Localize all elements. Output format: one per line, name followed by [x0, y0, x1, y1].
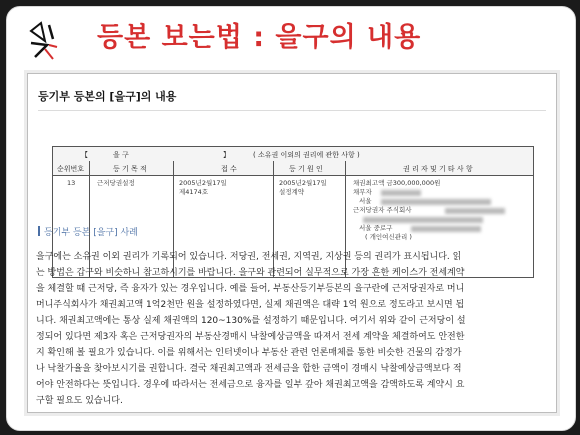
- body-line: 구할 필요도 있습니다.: [36, 396, 123, 406]
- row-rank: 13: [67, 179, 76, 187]
- body-line: 는 방법은 갑구와 비슷하니 참고하시기를 바랍니다. 을구와 관련되어 실무적으로 가장 흔한 케이스가 전세계약: [36, 268, 465, 278]
- record-column-headers: [53, 161, 533, 176]
- row-cause-date: 2005년2월17일: [279, 179, 327, 187]
- detail-mortgagee-address: 서울 중로구: [359, 224, 393, 232]
- body-line: 니다. 채권최고액에는 통상 실제 채권액의 120~130%를 설정하기 때문입니다. 여기서 위와 같이 근저당이 설: [36, 316, 466, 326]
- content-card: [27, 73, 557, 413]
- record-section-header: [53, 147, 533, 162]
- slide: [6, 6, 576, 431]
- header-bracket-right: 】: [223, 151, 230, 159]
- header-bracket-left: 【: [81, 151, 88, 159]
- col-details: 권 리 자 및 기 타 사 항: [403, 165, 473, 173]
- col-receipt: 접 수: [221, 165, 237, 173]
- body-line: 을구에는 소유권 이외 권리가 기록되어 있습니다. 저당권, 전세권, 지역권, 지상권 등의 권리가 표시됩니다. 읽: [36, 252, 462, 262]
- caption-marker: [38, 226, 40, 236]
- figure-caption: 등기부 등본 [을구] 사례: [44, 228, 138, 238]
- detail-debtor: 채무자: [353, 188, 372, 196]
- detail-department: ( 개인여신관리 ): [365, 233, 412, 241]
- row-cause-type: 설정계약: [279, 188, 305, 196]
- body-line: 머니주식회사가 채권최고액 1억2천만 원을 설정하였다면, 실제 채권액은 대략 1억 원으로 정도라고 보시면 됩: [36, 300, 465, 310]
- body-line: 을 체결할 때 근저당, 즉 융자가 있는 경우입니다. 예를 들어, 부동산등기부등본의 을구란에 근저당권자로 머니: [36, 284, 465, 294]
- detail-debtor-address: 서울: [359, 197, 372, 205]
- col-rank: 순위번호: [57, 165, 85, 173]
- row-purpose: 근저당권설정: [97, 179, 135, 187]
- body-line: 정되어 있다면 제3자 혹은 근저당권자의 부동산경매시 낙찰예상금액을 따져서 전세 계약을 체결하여도 안전한: [36, 332, 465, 342]
- header-section-label: 을 구: [113, 151, 129, 159]
- sparkle-decoration-icon: [23, 17, 69, 63]
- row-receipt-date: 2005년2월17일: [179, 179, 227, 187]
- slide-title: 등본 보는법 : 을구의 내용: [97, 22, 422, 53]
- header-section-note: ( 소유권 이외의 권리에 관한 사항 ): [253, 151, 360, 159]
- detail-mortgagee: 근저당권자 주식회사: [353, 206, 412, 214]
- row-receipt-no: 제4174호: [179, 188, 209, 196]
- body-paragraph: [36, 249, 548, 409]
- col-cause: 등 기 원 인: [289, 165, 323, 173]
- body-line: 지 확인해 볼 필요가 있습니다. 이를 위해서는 인터넷이나 부동산 관련 언론매체를 통한 비슷한 건물의 감정가: [36, 348, 462, 358]
- detail-max-amount: 채권최고액 금300,000,000원: [353, 179, 441, 187]
- body-line: 어야 안전하다는 뜻입니다. 경우에 따라서는 전세금으로 융자를 일부 갚아 채권최고액을 감액하도록 계약시 요: [36, 380, 465, 390]
- card-heading: 등기부 등본의 [을구]의 내용: [38, 90, 177, 103]
- heading-divider: [38, 110, 546, 111]
- body-line: 나 낙찰가율을 찾아보시기를 권합니다. 결국 채권최고액과 전세금을 합한 금액이 경매시 낙찰예상금액보다 적: [36, 364, 462, 374]
- col-purpose: 등 기 목 적: [113, 165, 147, 173]
